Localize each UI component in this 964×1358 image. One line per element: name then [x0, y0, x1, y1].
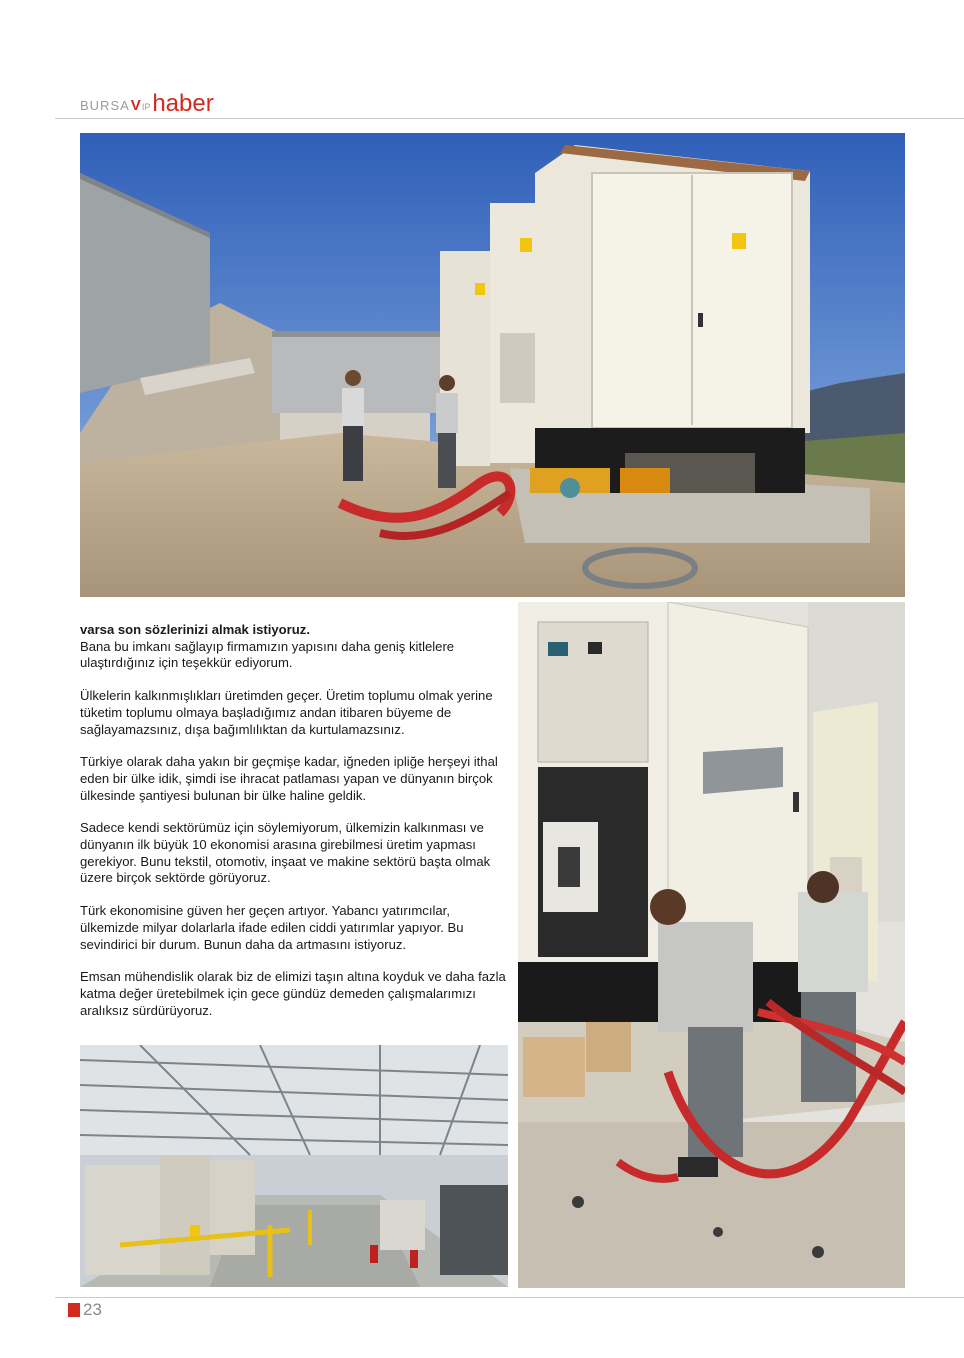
page-number: 23	[83, 1300, 102, 1319]
article-paragraph: Türkiye olarak daha yakın bir geçmişe kadar, iğneden ipliğe herşeyi ithal eden bir ülke idik, şimdi ise ihracat patlaması yapan ve dünyanın birçok ülkesinde şantiyesi bulunan bir ülke haline geldik.	[80, 754, 498, 803]
logo-haber-text: haber	[152, 90, 214, 117]
article-paragraph: Türk ekonomisine güven her geçen artıyor. Yabancı yatırımcılar, ülkemizde milyar dolarlarla ifade edilen ciddi yatırımlar yapıyor. Bu sevindirici bir durum. Bunun daha da artmasını istiyoruz.	[80, 903, 464, 952]
page-marker-icon	[68, 1303, 80, 1317]
photo-substation-site	[80, 133, 905, 597]
photo-factory-floor	[80, 1045, 508, 1287]
article-paragraph: Emsan mühendislik olarak biz de elimizi taşın altına koyduk ve daha fazla katma değer üretebilmek için gece gündüz demeden çalışmalarımızı aralıksız sürdürüyoruz.	[80, 969, 506, 1018]
article-paragraph: Sadece kendi sektörümüz için söylemiyorum, ülkemizin kalkınması ve dünyanın ilk büyük 10 ekonomisi arasına girebilmesi üretim yapması gerekiyor. Bunu tekstil, otomotiv, inşaat ve makine sektörü başta olmak üzere birçok sektörde görüyoruz.	[80, 820, 491, 886]
photo-workers-kiosk	[518, 602, 905, 1288]
article-body	[80, 622, 508, 1035]
article-lead-bold: varsa son sözlerinizi almak istiyoruz.	[80, 622, 310, 637]
magazine-logo	[80, 86, 214, 116]
logo-bursa-text: BURSA	[80, 98, 130, 113]
header-divider	[55, 118, 964, 119]
article-lead-text: Bana bu imkanı sağlayıp firmamızın yapısını daha geniş kitlelere ulaştırdığınız için teşekkür ediyorum.	[80, 638, 455, 671]
footer-divider	[55, 1297, 964, 1298]
logo-v-mark: V	[130, 97, 141, 114]
logo-ip-text: IP	[141, 102, 151, 112]
article-paragraph: Ülkelerin kalkınmışlıkları üretimden geçer. Üretim toplumu olmak yerine tüketim toplumu olmaya başladığımız andan itibaren büyeme de sağlayamazsınız, dışa bağımlılıktan da kurtulamazsınız.	[80, 688, 493, 737]
